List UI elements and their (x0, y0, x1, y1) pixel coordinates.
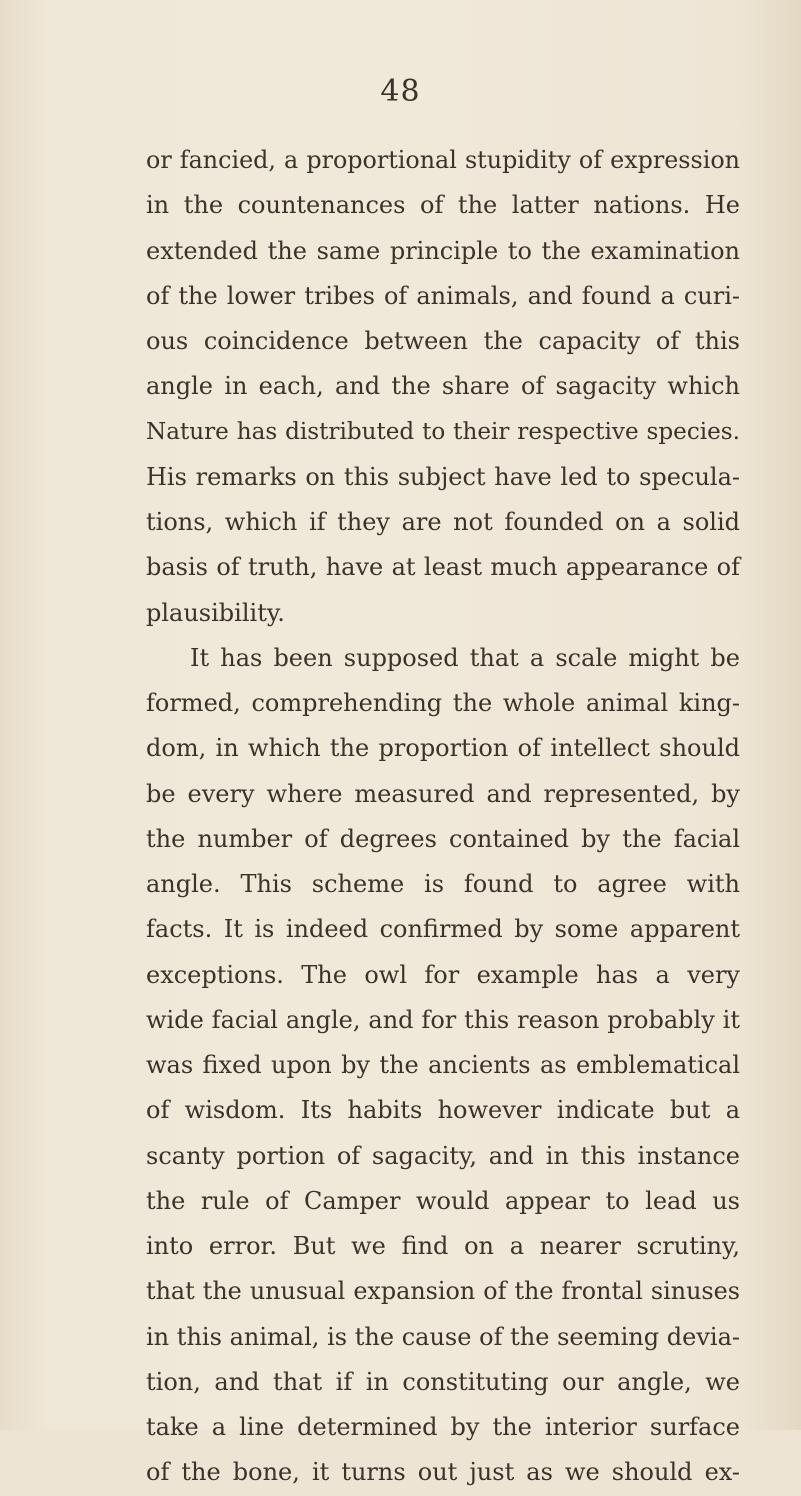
text-line: take a line determined by the interior surface (146, 1413, 740, 1441)
text-line: ous coincidence between the capacity of this (146, 327, 740, 355)
text-line: formed, comprehending the whole animal king- (146, 689, 740, 717)
text-line: It has been supposed that a scale might be (190, 643, 740, 672)
text-line: exceptions. The owl for example has a very (146, 960, 740, 989)
body-text (146, 138, 740, 1496)
text-line: of the bone, it turns out just as we should ex- (146, 1458, 740, 1487)
text-line: angle in each, and the share of sagacity which (146, 372, 740, 401)
text-line: the number of degrees contained by the facial (146, 824, 740, 853)
text-line: His remarks on this subject have led to specula- (146, 462, 740, 491)
text-line: basis of truth, have at least much appearance of (146, 553, 740, 582)
text-line: facts. It is indeed confirmed by some apparent (146, 915, 740, 944)
text-line: or fancied, a proportional stupidity of expression (146, 146, 740, 174)
text-line: scanty portion of sagacity, and in this instance (146, 1141, 740, 1170)
page-number: 48 (380, 74, 421, 109)
text-line: plausibility. (146, 598, 285, 627)
text-line: of the lower tribes of animals, and found a curi- (146, 281, 740, 310)
text-line: into error. But we find on a nearer scrutiny, (146, 1232, 740, 1260)
text-line: extended the same principle to the examination (146, 236, 740, 265)
text-line: tion, and that if in constituting our angle, we (146, 1367, 740, 1396)
text-line: of wisdom. Its habits however indicate but a (146, 1096, 740, 1125)
text-line: angle. This scheme is found to agree with (146, 870, 740, 898)
text-line: Nature has distributed to their respective species. (146, 418, 740, 445)
text-line: be every where measured and represented, by (146, 779, 740, 808)
text-line: in the countenances of the latter nations. He (146, 191, 740, 220)
text-line: was fixed upon by the ancients as emblematical (146, 1051, 740, 1079)
text-line: the rule of Camper would appear to lead us (146, 1186, 740, 1215)
text-line: wide facial angle, and for this reason probably it (146, 1005, 740, 1034)
text-line: dom, in which the proportion of intellect should (146, 734, 740, 763)
text-line: that the unusual expansion of the frontal sinuses (146, 1277, 740, 1306)
text-line: tions, which if they are not founded on a solid (146, 508, 740, 536)
text-line: in this animal, is the cause of the seeming devia- (146, 1322, 740, 1351)
